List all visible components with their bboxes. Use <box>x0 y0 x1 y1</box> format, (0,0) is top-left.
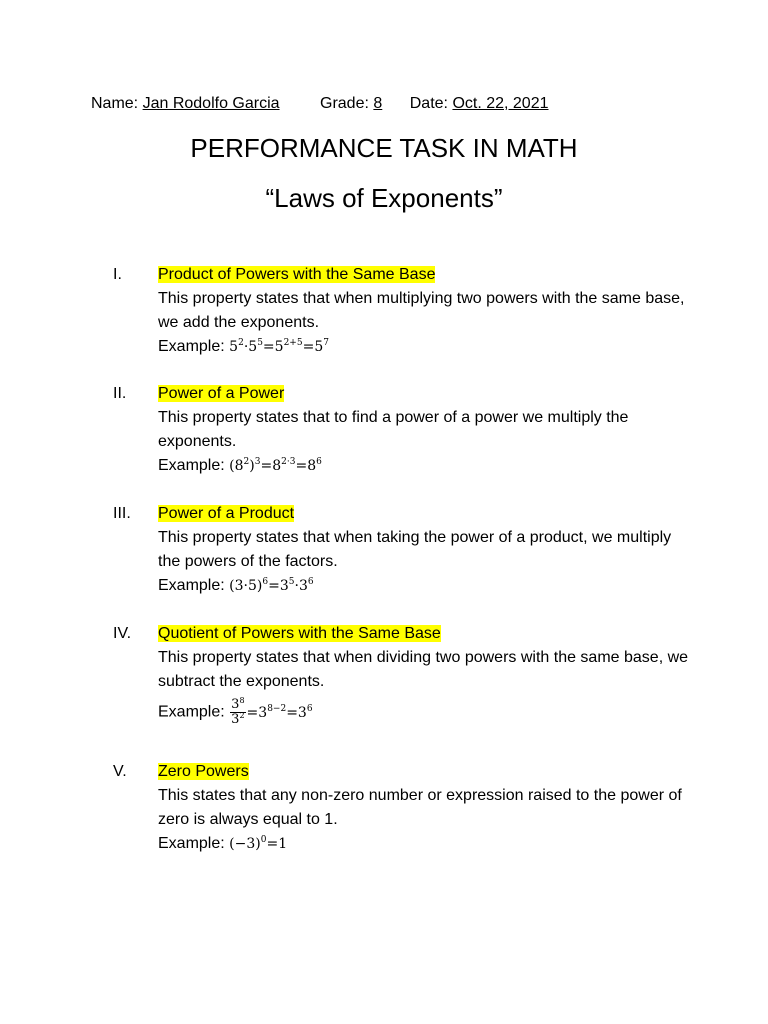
example-formula: $5^2\cdot 5^5=5^{2+5}=5^7$ <box>229 338 329 355</box>
section-heading: Zero Powers <box>158 763 249 780</box>
law-section-zero-powers <box>113 760 693 856</box>
section-heading: Quotient of Powers with the Same Base <box>158 625 441 642</box>
section-text: This states that any non-zero number or expression raised to the power of zero is always equal to 1. <box>158 787 682 828</box>
example-label: Example: <box>158 457 225 474</box>
name-label: Name: <box>91 95 139 112</box>
section-heading: Product of Powers with the Same Base <box>158 266 436 283</box>
law-section-power-of-a-product <box>113 502 693 598</box>
section-heading: Power of a Power <box>158 385 285 402</box>
law-section-product-of-powers <box>113 263 693 359</box>
section-heading: Power of a Product <box>158 505 295 522</box>
student-name: Jan Rodolfo Garcia <box>142 95 280 112</box>
page-subtitle: “Laws of Exponents” <box>265 183 503 213</box>
example-formula: $=3^{8-2}=3^6$ <box>246 703 313 721</box>
law-section-power-of-a-power <box>113 382 693 478</box>
section-text: This property states that when dividing two powers with the same base, we subtract the exponents. <box>158 649 689 690</box>
section-text: This property states that when taking the power of a product, we multiply the powers of the factors. <box>158 529 672 570</box>
section-example <box>158 698 313 727</box>
grade-label: Grade: <box>320 95 369 112</box>
section-example <box>158 338 329 355</box>
section-example <box>158 835 287 852</box>
grade-value: 8 <box>373 95 383 112</box>
section-text: This property states that when multiplying two powers with the same base, we add the exponents. <box>158 290 685 331</box>
example-formula: $(-3)^0=1$ <box>229 835 288 852</box>
page-title: PERFORMANCE TASK IN MATH <box>190 133 578 163</box>
example-formula: $(3\cdot 5)^6=3^5\cdot 3^6$ <box>229 577 314 594</box>
section-example <box>158 457 322 474</box>
section-numeral: II. <box>113 385 127 402</box>
section-numeral: III. <box>113 505 131 522</box>
example-fraction: $\frac{3^8}{3^2}$ <box>231 696 245 727</box>
section-numeral: I. <box>113 266 122 283</box>
section-numeral: IV. <box>113 625 132 642</box>
section-example <box>158 577 314 594</box>
section-numeral: V. <box>113 763 127 780</box>
example-formula: $(8^2)^3=8^{2\cdot 3}=8^6$ <box>229 457 322 474</box>
example-label: Example: <box>158 835 225 852</box>
student-info-line <box>91 93 549 115</box>
date-value: Oct. 22, 2021 <box>452 95 549 112</box>
section-text: This property states that to find a power of a power we multiply the exponents. <box>158 409 629 450</box>
law-section-quotient-of-powers <box>113 622 693 727</box>
example-label: Example: <box>158 577 225 594</box>
example-label: Example: <box>158 338 225 355</box>
example-label: Example: <box>158 703 225 721</box>
date-label: Date: <box>409 95 448 112</box>
